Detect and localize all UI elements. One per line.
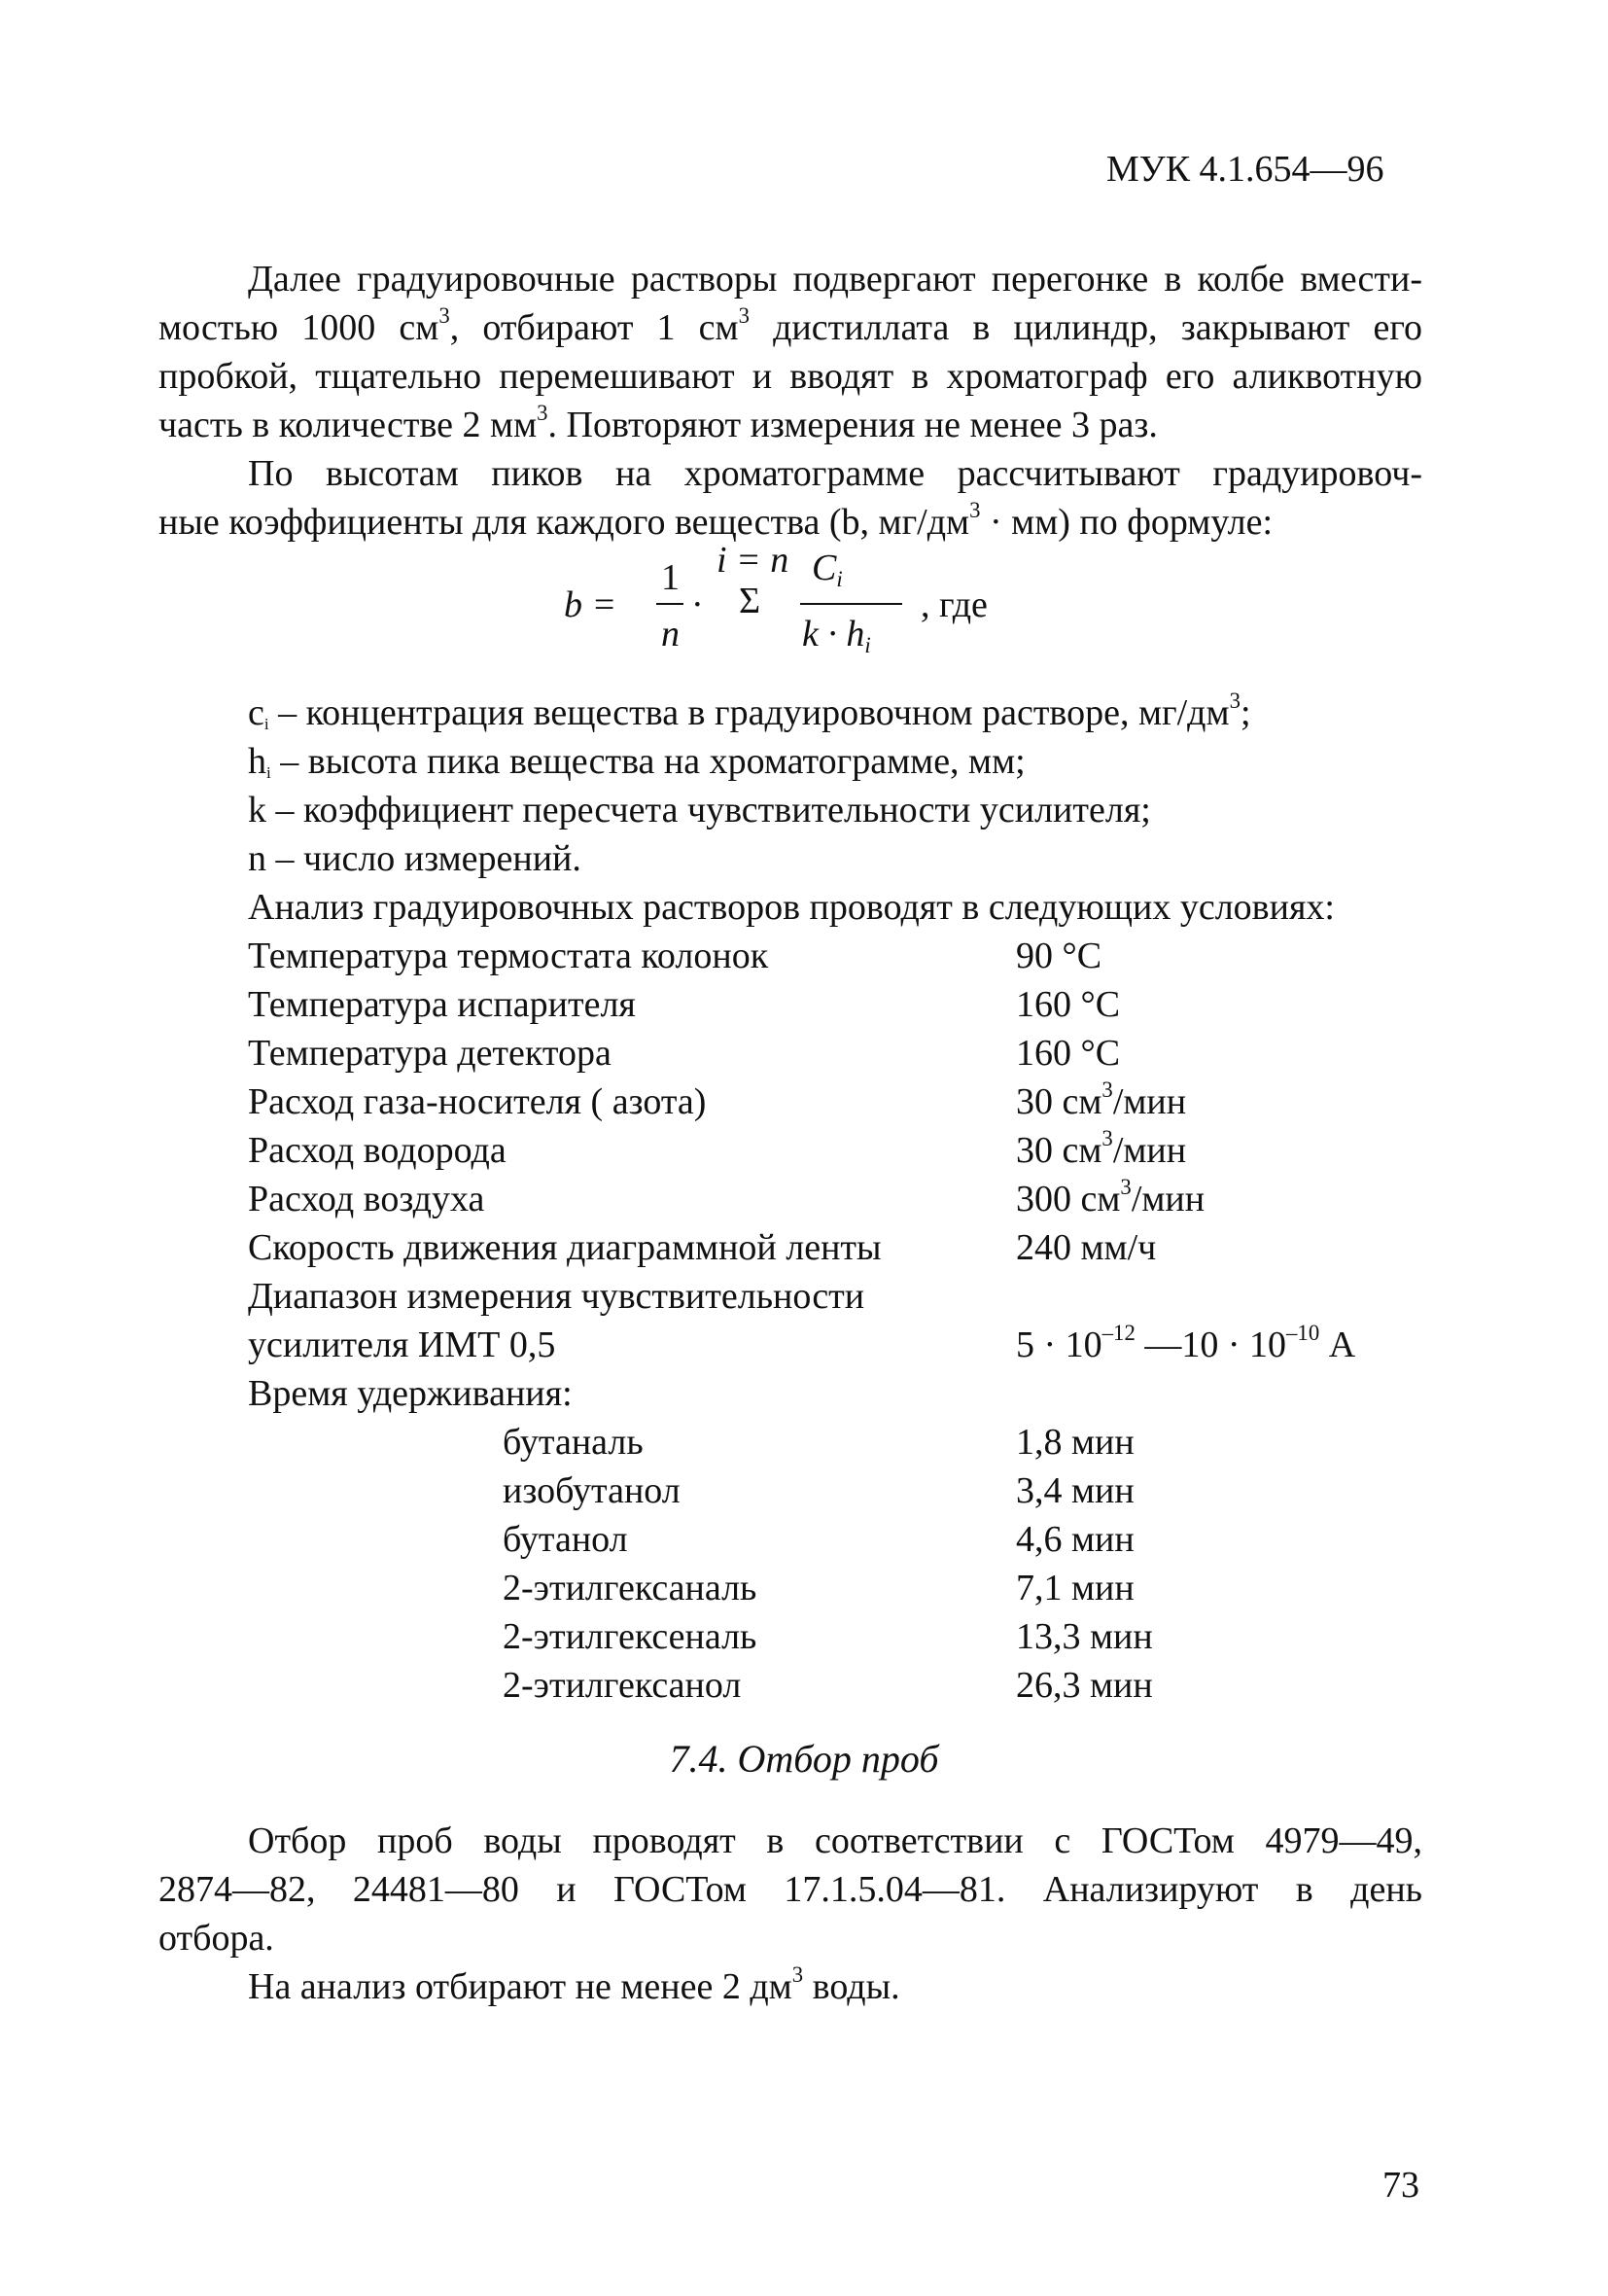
page-number: 73 [1382, 2165, 1419, 2206]
condition-label: Расход водорода [248, 1130, 507, 1171]
condition-value: 300 $см^3$/мин [1016, 1174, 1206, 1219]
condition-value: 30 $см^3$/мин [1016, 1077, 1187, 1122]
formula-dot: · [691, 584, 704, 625]
retention-compound: бутаналь [503, 1422, 644, 1463]
calibration-formula [564, 540, 1050, 681]
formula-fraction-bar-2 [800, 603, 902, 605]
retention-title: Время удерживания: [248, 1373, 573, 1414]
retention-compound: изобутанол [503, 1470, 681, 1511]
formula-n: n [661, 614, 680, 654]
formula-one: 1 [661, 557, 680, 598]
definition-item: k – коэффициент пересчета чувствительности усилителя; [248, 790, 1151, 830]
condition-value: 160 °С [1016, 984, 1121, 1025]
sampling-line-4: На анализ отбирают не менее 2 $дм^3$ воды. [248, 1961, 900, 2007]
range-value: $5 \cdot 10^{-12}$ —10 · $10^{-10}$ А [1016, 1320, 1356, 1365]
range-label-line-2: усилителя ИМТ 0,5 [248, 1325, 556, 1365]
sampling-line-1: Отбор проб воды проводят в соответствии с ГОСТом 4979—49, [248, 1820, 1422, 1861]
condition-value: 160 °С [1016, 1033, 1121, 1074]
retention-compound: 2-этилгексеналь [503, 1616, 757, 1657]
definition-item: n – число измерений. [248, 838, 581, 879]
sampling-line-3: отбора. [158, 1918, 274, 1959]
retention-compound: 2-этилгексаналь [503, 1568, 757, 1608]
condition-value: 30 $см^3$/мин [1016, 1125, 1187, 1171]
definition-item: $h_i$ – высота пика вещества на хроматограмме, мм; [248, 741, 1026, 783]
range-label-line-1: Диапазон измерения чувствительности [248, 1276, 865, 1317]
formula-sum-top: i = n [717, 540, 789, 581]
condition-value: 90 °С [1016, 936, 1102, 976]
formula-c: $C_i$ [812, 548, 843, 591]
formula-lhs: b = [564, 584, 617, 625]
retention-time: 26,3 мин [1016, 1665, 1153, 1706]
definition-item: $c_i$ – концентрация вещества в градуировочном растворе, $мг/дм^3$; [248, 688, 1251, 734]
retention-time: 7,1 мин [1016, 1568, 1135, 1608]
condition-label: Температура термостата колонок [248, 936, 769, 976]
condition-label: Расход газа-носителя ( азота) [248, 1081, 707, 1122]
conditions-intro: Анализ градуировочных растворов проводят в следующих условиях: [248, 887, 1335, 928]
formula-where: , где [921, 584, 988, 625]
document-code: МУК 4.1.654—96 [1106, 149, 1384, 190]
condition-label: Температура испарителя [248, 984, 636, 1025]
intro-line-3: пробкой, тщательно перемешивают и вводят в хроматограф его аликвотную [158, 356, 1422, 397]
coef-line-2: ные коэффициенты для каждого вещества (b, $мг/дм^3 \cdot мм$) по формуле: [158, 497, 1274, 543]
retention-time: 1,8 мин [1016, 1422, 1135, 1463]
condition-label: Скорость движения диаграммной ленты [248, 1227, 882, 1268]
coef-line-1: По высотам пиков на хроматограмме рассчитывают градуировоч- [248, 453, 1422, 494]
retention-compound: бутанол [503, 1519, 628, 1560]
formula-fraction-bar-1 [656, 603, 683, 605]
intro-line-1: Далее градуировочные растворы подвергают перегонке в колбе вмести- [248, 259, 1422, 300]
sampling-line-2: 2874—82, 24481—80 и ГОСТом 17.1.5.04—81. Анализируют в день [158, 1869, 1422, 1910]
retention-compound: 2-этилгексанол [503, 1665, 742, 1706]
condition-value: 240 мм/ч [1016, 1227, 1157, 1268]
condition-label: Температура детектора [248, 1033, 612, 1074]
condition-label: Расход воздуха [248, 1179, 485, 1219]
retention-time: 13,3 мин [1016, 1616, 1153, 1657]
intro-line-2: мостью 1000 $см^3$, отбирают 1 $см^3$ дистиллата в цилиндр, закрывают его [158, 302, 1422, 348]
section-title: 7.4. Отбор проб [669, 1737, 939, 1781]
formula-denominator: $k \cdot h_i$ [802, 614, 871, 657]
retention-time: 4,6 мин [1016, 1519, 1135, 1560]
intro-line-4: часть в количестве 2 $мм^3$. Повторяют измерения не менее 3 раз. [158, 400, 1158, 445]
formula-sigma: Σ [739, 581, 761, 621]
retention-time: 3,4 мин [1016, 1470, 1135, 1511]
